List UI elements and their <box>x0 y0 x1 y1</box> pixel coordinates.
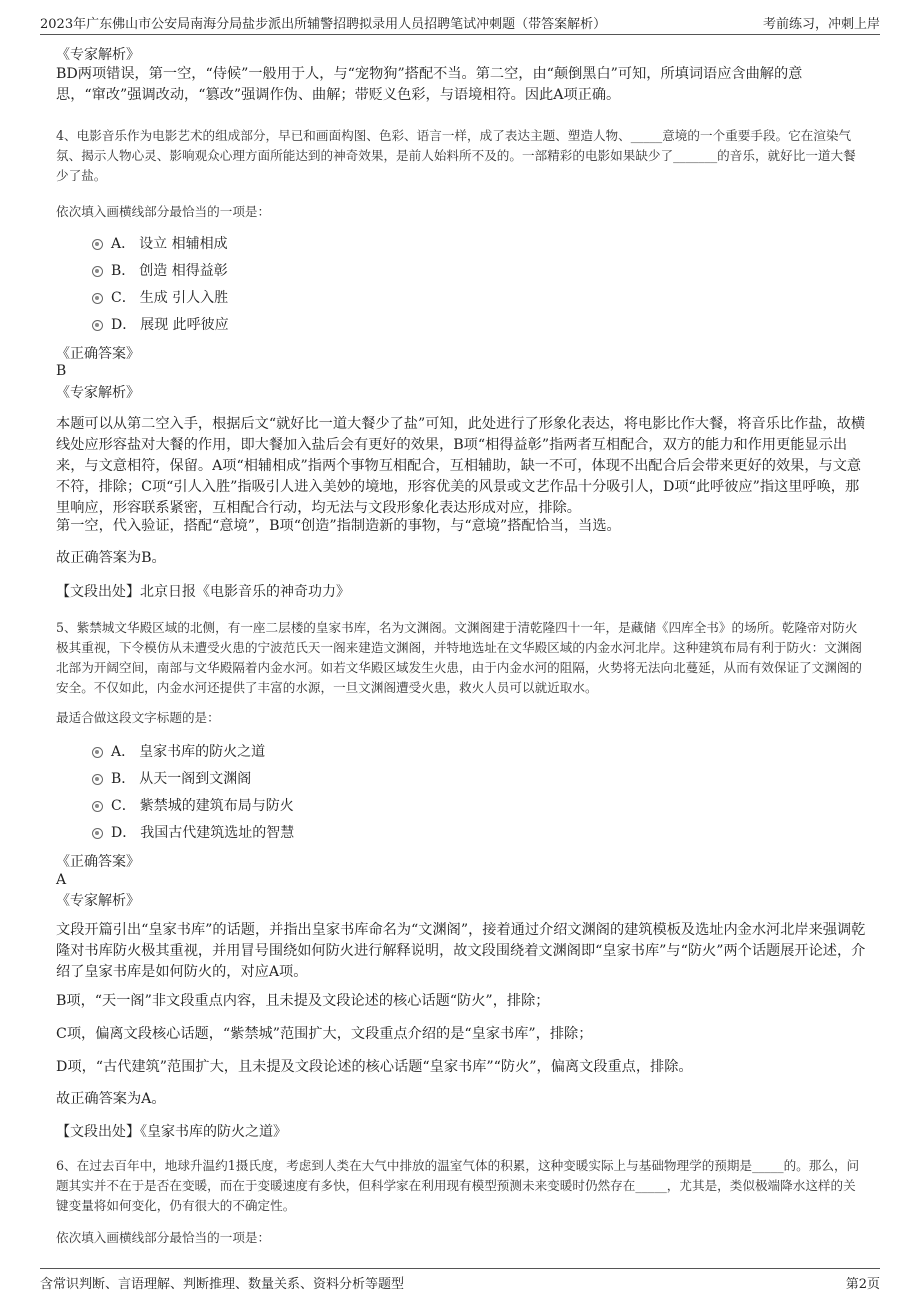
radio-icon[interactable] <box>92 293 103 304</box>
radio-icon[interactable] <box>92 266 103 277</box>
option-text: 展现 此呼彼应 <box>140 317 229 333</box>
question-5-option-c[interactable] <box>92 796 294 816</box>
source-text: 《皇家书库的防火之道》 <box>140 1124 287 1140</box>
option-letter: B． <box>111 263 136 279</box>
question-5-stem: 5、紫禁城文华殿区域的北侧，有一座二层楼的皇家书库，名为文渊阁。文渊阁建于清乾隆四十一年，是藏储《四库全书》的场所。乾隆帝对防火极其重视，下令模仿从未遭受火患的宁波范氏天一阁来建造文渊阁，并特地选址在文华殿区域的内金水河北岸。这种建筑布局有利于防火：文渊阁北部为开阔空间，南部与文华殿隔着内金水河。如若文华殿区域发生火患，由于内金水河的阻隔，火势将无法向北蔓延，从而有效保证了文渊阁的安全。不仅如此，内金水河还提供了丰富的水源，一旦文渊阁遭受火患，救火人员可以就近取水。 <box>56 620 862 695</box>
question-5-option-a[interactable] <box>92 742 265 762</box>
radio-icon[interactable] <box>92 747 103 758</box>
option-text: 皇家书库的防火之道 <box>139 744 266 760</box>
source-tag: 【文段出处】 <box>56 1124 140 1140</box>
question-6-prompt: 依次填入画横线部分最恰当的一项是： <box>56 1230 271 1245</box>
answer-value: B <box>56 363 67 379</box>
source-citation <box>56 582 866 602</box>
question-4-option-c[interactable] <box>92 288 228 308</box>
analysis-paragraph: 本题可以从第二空入手，根据后文“就好比一道大餐少了盐”可知，此处进行了形象化表达，将电影比作大餐，将音乐比作盐，故横线处应形容盐对大餐的作用，即大餐加入盐后会有更好的效果，B项“相得益彰”指两者互相配合，双方的能力和作用更能显示出来，与文意相符，保留。A项“相辅相成”指两个事物互相配合，互相辅助，缺一不可，体现不出配合后会带来更好的效果，与文意不符，排除；C项“引人入胜”指吸引人进入美妙的境地，形容优美的风景或文艺作品十分吸引人，D项“此呼彼应”指这里呼唤，那里响应，形容联系紧密，互相配合行动，均无法与文段形象化表达形成对应，排除。 <box>56 416 866 516</box>
analysis-paragraph: C项，偏离文段核心话题，“紫禁城”范围扩大，文段重点介绍的是“皇家书库”，排除； <box>56 1026 593 1042</box>
option-text: 我国古代建筑选址的智慧 <box>140 825 295 841</box>
radio-icon[interactable] <box>92 774 103 785</box>
radio-icon[interactable] <box>92 801 103 812</box>
option-letter: A． <box>111 236 136 252</box>
source-citation <box>56 1122 866 1142</box>
page-header <box>40 10 880 35</box>
question-4-option-d[interactable] <box>92 315 229 335</box>
question-5-option-d[interactable] <box>92 823 294 843</box>
radio-icon[interactable] <box>92 828 103 839</box>
answer-label: 《正确答案》 <box>56 346 140 362</box>
document-title: 2023年广东佛山市公安局南海分局盐步派出所辅警招聘拟录用人员招聘笔试冲刺题（带答案解析） <box>40 16 607 32</box>
answer-label: 《正确答案》 <box>56 854 140 870</box>
option-text: 生成 引人入胜 <box>139 290 229 306</box>
option-letter: D． <box>111 317 137 333</box>
analysis-paragraph: 文段开篇引出“皇家书库”的话题，并指出皇家书库命名为“文渊阁”，接着通过介绍文渊阁的建筑模板及选址内金水河北岸来强调乾隆对书库防火极其重视，并用冒号围绕如何防火进行解释说明，故文段围绕着文渊阁即“皇家书库”与“防火”两个话题展开论述，介绍了皇家书库是如何防火的，对应A项。 <box>56 922 866 980</box>
question-4-option-b[interactable] <box>92 261 228 281</box>
source-text: 北京日报《电影音乐的神奇功力》 <box>140 584 350 600</box>
option-letter: C． <box>111 290 136 306</box>
option-letter: C． <box>111 798 136 814</box>
radio-icon[interactable] <box>92 320 103 331</box>
page-footer <box>40 1268 880 1295</box>
analysis-text: BD两项错误，第一空，“侍候”一般用于人，与“宠物狗”搭配不当。第二空，由“颠倒黑白”可知，所填词语应含曲解的意思，“窜改”强调改动，“篡改”强调作伪、曲解；带贬义色彩，与语境相符。因此A项正确。 <box>56 66 803 103</box>
analysis-paragraph: D项，“古代建筑”范围扩大，且未提及文段论述的核心话题“皇家书库”“防火”，偏离文段重点，排除。 <box>56 1059 693 1075</box>
option-letter: D． <box>111 825 137 841</box>
question-4-prompt: 依次填入画横线部分最恰当的一项是： <box>56 204 271 219</box>
option-text: 创造 相得益彰 <box>139 263 228 279</box>
option-letter: A． <box>111 744 136 760</box>
analysis-paragraph: B项，“天一阁”非文段重点内容，且未提及文段论述的核心话题“防火”，排除； <box>56 993 550 1009</box>
option-letter: B． <box>111 771 136 787</box>
answer-value: A <box>56 872 67 888</box>
question-4-stem: 4、电影音乐作为电影艺术的组成部分，早已和画面构图、色彩、语言一样，成了表达主题、塑造人物、_____意境的一个重要手段。它在渲染气氛、揭示人物心灵、影响观众心理方面所能达到的神奇效果，是前人始料所不及的。一部精彩的电影如果缺少了_______的音乐，就好比一道大餐少了盐。 <box>56 128 856 183</box>
question-5-option-b[interactable] <box>92 769 251 789</box>
analysis-paragraph: 故正确答案为B。 <box>56 550 166 566</box>
footer-categories: 含常识判断、言语理解、判断推理、数量关系、资料分析等题型 <box>40 1276 405 1292</box>
question-5-prompt: 最适合做这段文字标题的是： <box>56 710 220 725</box>
option-text: 紫禁城的建筑布局与防火 <box>139 798 294 814</box>
analysis-paragraph: 第一空，代入验证，搭配“意境”，B项“创造”指制造新的事物，与“意境”搭配恰当，当选。 <box>56 518 621 534</box>
page-number: 第2页 <box>845 1276 880 1292</box>
header-slogan: 考前练习，冲刺上岸 <box>762 16 880 32</box>
source-tag: 【文段出处】 <box>56 584 140 600</box>
option-text: 从天一阁到文渊阁 <box>139 771 252 787</box>
analysis-label: 《专家解析》 <box>56 893 140 909</box>
analysis-label: 《专家解析》 <box>56 385 140 401</box>
question-6-stem: 6、在过去百年中，地球升温约1摄氏度，考虑到人类在大气中排放的温室气体的积累，这种变暖实际上与基础物理学的预期是_____的。那么，问题其实并不在于是否在变暖，而在于变暖速度有多快，但科学家在利用现有模型预测未来变暖时仍然存在_____，尤其是，类似极端降水这样的关键变量将如何变化，仍有很大的不确定性。 <box>56 1158 860 1213</box>
radio-icon[interactable] <box>92 239 103 250</box>
option-text: 设立 相辅相成 <box>139 236 228 252</box>
analysis-label: 《专家解析》 <box>56 47 140 63</box>
question-4-option-a[interactable] <box>92 234 228 254</box>
analysis-paragraph: 故正确答案为A。 <box>56 1091 166 1107</box>
